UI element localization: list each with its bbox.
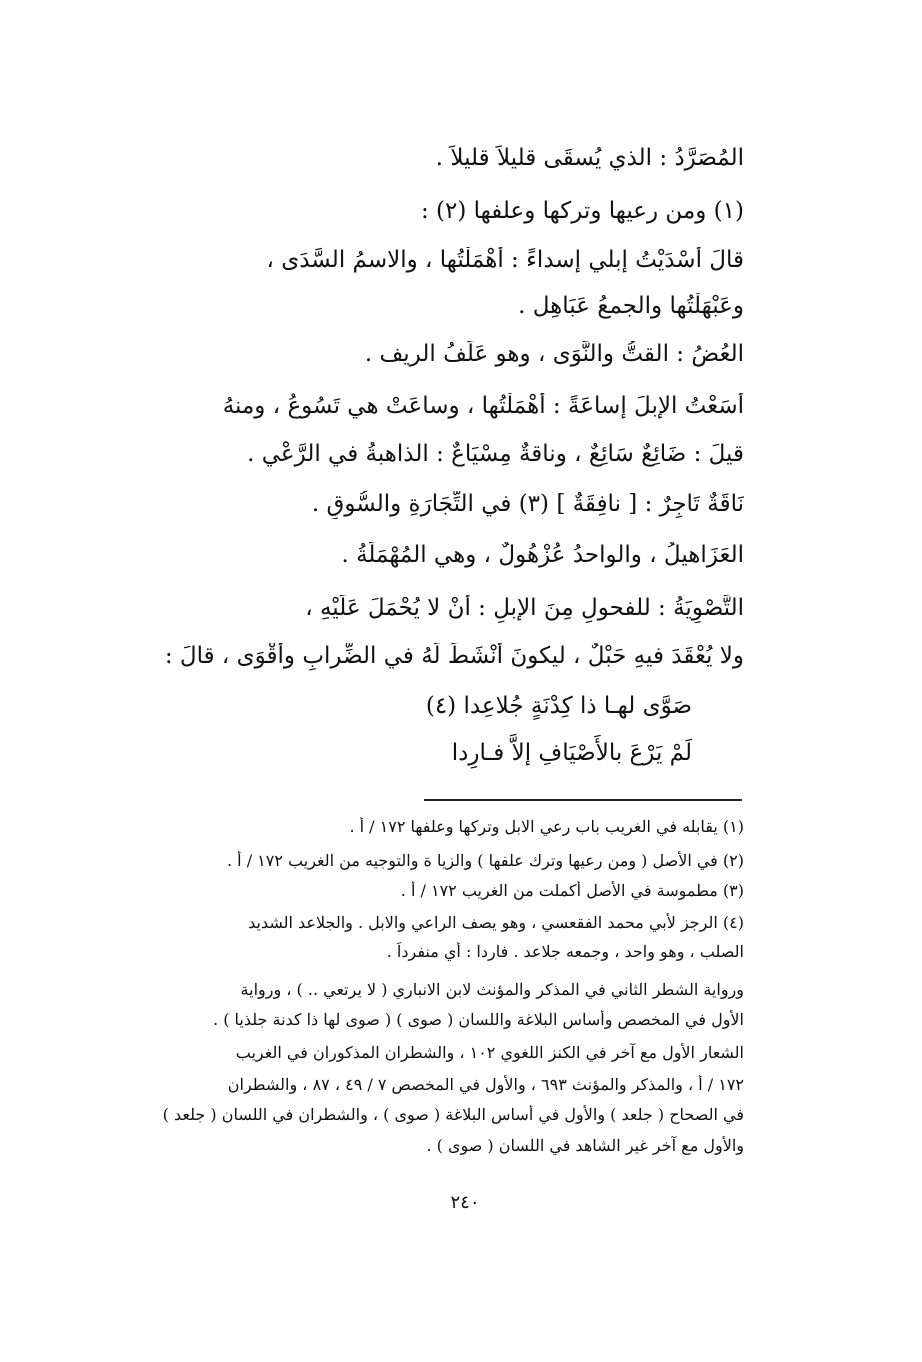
footnote-line: الشعار الأول مع آخر في الكنز اللغوي ١٠٢ ، والشطران المذكوران في الغريب — [235, 1043, 744, 1062]
body-line: (١) ومن رعيها وتركها وعلفها (٢) : — [420, 198, 744, 224]
body-line: العَزَاهيلُ ، والواحدُ عُزْهُولٌ ، وهي المُهْمَلَةُ . — [341, 542, 744, 568]
page-number: ٢٤٠ — [450, 1192, 480, 1213]
footnote-line: والأول مع آخر غير الشاهد في اللسان ( صوى ) . — [426, 1136, 744, 1155]
footnote-line: في الصحاح ( جلعد ) والأول في أساس البلاغة ( صوى ) ، والشطران في اللسان ( جلعد ) — [162, 1105, 744, 1124]
body-line: التَّصْوِيَةُ : للفحولِ مِنَ الإبلِ : أَنْ لا يُحْمَلَ عَلَيْهِ ، — [305, 595, 744, 621]
body-line: قيلَ : ضَائِعٌ سَائِعٌ ، وناقةٌ مِسْيَاعٌ : الذاهبةُ في الرَّعْي . — [247, 441, 744, 467]
footnote-divider — [424, 799, 742, 801]
footnote-line: ١٧٢ / أ ، والمذكر والمؤنث ٦٩٣ ، والأول في المخصص ٧ / ٤٩ ، ٨٧ ، والشطران — [227, 1075, 744, 1094]
footnote-line: (١) يقابله في الغريب باب رعي الابل وتركها وعلفها ١٧٢ / أ . — [349, 817, 744, 836]
body-line: قالَ أَسْدَيْتُ إبلي إسداءً : أَهْمَلْتُها ، والاسمُ السَّدَى ، — [266, 247, 744, 273]
body-line: ولا يُعْقَدَ فيهِ حَبْلٌ ، ليكونَ أَنْشَطَ لَهُ في الضِّرابِ وأَقْوَى ، قالَ : — [164, 643, 744, 669]
body-line: العُضُ : القتُّ والنَّوَى ، وهو عَلَفُ الريف . — [364, 341, 744, 367]
body-line: المُصَرَّدُ : الذي يُسقَى قليلاً قليلاً . — [435, 145, 744, 171]
footnote-line: (٤) الرجز لأبي محمد الفقعسي ، وهو يصف الراعي والابل . والجلاعد الشديد — [248, 913, 744, 932]
footnote-line: (٢) في الأصل ( ومن رعيها وترك علفها ) والزيا ة والتوجيه من الغريب ١٧٢ / أ . — [226, 851, 744, 870]
body-line: أَسَعْتُ الإبلَ إساعَةً : أَهْمَلْتُها ، وساعَتْ هي تَسُوعُ ، ومنهُ — [222, 393, 744, 419]
footnote-line: الأول في المخصص وأساس البلاغة واللسان ( صوى ) ( صوى لها ذا كدنة جلذيا ) . — [213, 1010, 744, 1029]
footnote-line: ورواية الشطر الثاني في المذكر والمؤنث لابن الانباري ( لا يرتعي .. ) ، ورواية — [240, 980, 744, 999]
verse-line: لَمْ يَرْعَ بالأَصْيَافِ إلاَّ فـارِدا — [451, 740, 692, 766]
footnote-line: (٣) مطموسة في الأصل أكملت من الغريب ١٧٢ / أ . — [400, 881, 744, 900]
body-line: نَاقَةٌ تَاجِرٌ : [ نافِقَةٌ ] (٣) في التِّجَارَةِ والسُّوقِ . — [311, 491, 744, 517]
footnote-line: الصلب ، وهو واحد ، وجمعه جلاعد . فاردا : أي منفرداً . — [386, 942, 744, 961]
verse-line: صَوَّى لهـا ذا كِدْنَةٍ جُلاعِدا (٤) — [425, 693, 692, 719]
body-line: وعَبْهَلْتُها والجمعُ عَبَاهِل . — [518, 293, 744, 319]
